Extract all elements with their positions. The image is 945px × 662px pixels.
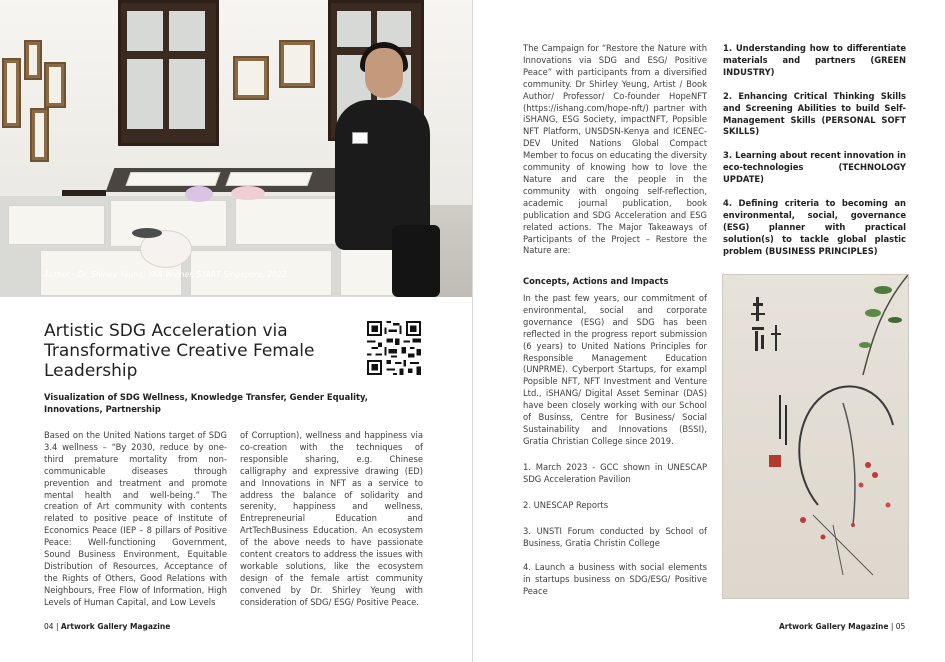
impact-item: 2. UNESCAP Reports — [523, 500, 609, 510]
left-folio: 04 | Artwork Gallery Magazine — [44, 622, 171, 631]
takeaways-column — [723, 43, 906, 270]
section-body — [523, 293, 707, 448]
article-title: Artistic SDG Acceleration via Transformative Creative Female Leadership — [44, 321, 315, 381]
left-page — [0, 0, 472, 662]
body-paragraph: of Corruption), wellness and happiness via co-creation with the techniques of responsible sharing, e.g. Chinese calligraphy and expressive drawing (ED) and Innovations in NFT as a service to address the balance of solidarity and serenity, happiness and wellness, Entrepreneurial Education and ArtTechBusiness Education. An ecosystem of the above needs to have passionate content creators to address the issues with workable solutions, like the ecosystem design of the female artist community convened by Dr. Shirley Yeung with consideration of SDG/ ESG/ Positive Peace. — [240, 430, 423, 607]
intro-paragraph: The Campaign for “Restore the Nature with Innovations via SDG and ESG/ Positive Peace” with participants from a diversified community. Dr Shirley Yeung, Artist / Book Author/ Professor/ Co-founder HopeNFT (https://ishang.com/hope-nft/) partner with iSHANG, ESG Society, impactNFT, Popsible NFT Platform, UNSDSN-Kenya and ICENEC-DEV United Nations Global Compact Member to focus on educating the diversity community of knowing how to love the Nature and care the people in the community with ongoing self-reflection, academic journal publication, book publication and SDG Acceleration and ESG related actions. The Major Takeaways of Participants of the Project – Restore the Nature are: — [523, 43, 707, 256]
takeaway-item: 2. Enhancing Critical Thinking Skills and Screening Abilities to build Self-Management Skills (PERSONAL SOFT SKILLS) — [723, 90, 906, 137]
body-paragraph: Based on the United Nations target of SDG 3.4 wellness – “By 2030, reduce by one-third premature mortality from non-communicable diseases through prevention and treatment and promote mental health and well-being.” The creation of Art community with contents related to positive peace of Institute of Economics Peace (IEP – 8 pillars of Positive Peace: Well-functioning Government, Sound Business Environment, Equitable Distribution of Resources, Acceptance of the Rights of Others, Good Relations with Neighbours, Free Flow of Information, High Levels of Human Capital, and Low Levels — [44, 430, 227, 607]
qr-code-icon[interactable] — [367, 321, 421, 375]
article-subtitle: Visualization of SDG Wellness, Knowledge Transfer, Gender Equality, Innovations, Partnership — [44, 392, 368, 414]
section-paragraph: In the past few years, our commitment of environmental, social and corporate governance (ESG) and SDG has been reflected in the progress report submission (6 years) to United Nations Principles for Responsible Management Education (UNPRME). Cyberport Startups, for exampl Popsible NFT, NFT Investment and Venture Ltd., iSHANG/ Digital Asset Seminar (DAS) have been closely working with our School of Businss, Centre for Business/ Social Sustainability and Innovations (BSSI), Gratia Christian College since 2019. — [523, 293, 707, 446]
body-column-2 — [240, 430, 423, 609]
magazine-name: Artwork Gallery Magazine — [779, 622, 889, 631]
right-folio: Artwork Gallery Magazine | 05 — [779, 622, 906, 631]
impact-item: 1. March 2023 - GCC shown in UNESCAP SDG Acceleration Pavilion — [523, 462, 707, 484]
ink-painting-image — [722, 274, 909, 599]
takeaway-item: 1. Understanding how to differentiate materials and partners (GREEN INDUSTRY) — [723, 43, 906, 77]
photo-caption: Author - Dr. Shirley Yeung, YAA Winner, SYART Singapore, 2022 — [44, 270, 287, 279]
section-heading: Concepts, Actions and Impacts — [523, 276, 669, 286]
takeaway-item: 3. Learning about recent innovation in eco-technologies (TECHNOLOGY UPDATE) — [723, 150, 906, 185]
takeaway-item: 4. Defining criteria to becoming an environmental, social, governance (ESG) planner with practical solution(s) to tackle global plastic problem (BUSINESS PRINCIPLES) — [723, 198, 906, 256]
impact-item: 3. UNSTI Forum conducted by School of Business, Gratia Christin College — [523, 526, 707, 548]
impact-item: 4. Launch a business with social elements in startups business on SDG/ESG/ Positive Peace — [523, 562, 707, 596]
body-column-1 — [44, 430, 227, 609]
intro-column — [523, 43, 707, 257]
page-number: 05 — [895, 622, 906, 631]
page-number: 04 — [44, 622, 54, 631]
magazine-name: Artwork Gallery Magazine — [60, 622, 171, 631]
right-page — [473, 0, 945, 662]
author-photo — [0, 0, 472, 297]
